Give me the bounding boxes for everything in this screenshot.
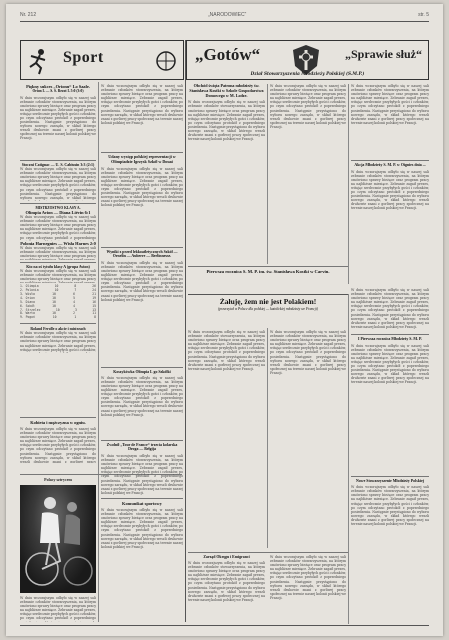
article-text: W dniu wczorajszym odbyło się w naszej sali zebranie członków stowarzyszenia, na którym omówiono sprawy bieżące oraz program pracy na najbliższe miesiące. Zebranie zagaił prezes, witając serdecznie przybyłych gości i członków, po czym odczytano protokół z poprzedniego posiedzenia. Następnie przystąpiono do wyboru nowego zarządu, w skład którego weszli druhowie znani z gorliwej pracy społecznej na terenie naszej kolonii polskiej we Francji.	[20, 95, 96, 141]
table-row: 1. Olimpia 10 8 26	[20, 284, 96, 289]
table-row: 3. Wisła 10 6 21	[20, 291, 96, 296]
article-text: W dniu wczorajszym odbyło się w naszej sali zebranie członków stowarzyszenia, na którym omówiono sprawy bieżące oraz program pracy na najbliższe miesiące. Zebranie zagaił prezes, witając serdecznie przybyłych gości i członków, po czym odczytano protokół z poprzedniego posiedzenia. Następnie przystąpiono do wyboru nowego zarządu, w skład którego weszli druhowie znani z gorliwej pracy społecznej na terenie naszej kolonii polskiej we Francji.	[351, 485, 429, 527]
headline-zwolnil: Zwolnił „Tour de France“ trzecia kolarska Droga — Belgija	[106, 442, 178, 452]
smp-column-1	[188, 84, 265, 264]
article-text: W dniu wczorajszym odbyło się w naszej sali zebranie członków stowarzyszenia, na którym omówiono sprawy bieżące oraz program pracy na najbliższe miesiące. Zebranie zagaił prezes, witając serdecznie przybyłych gości i członków, po czym odczytano protokół z poprzedniego posiedzenia. Następnie przystąpiono do wyboru nowego zarządu, w skład którego weszli druhowie znani z gorliwej pracy społecznej na terenie naszej kolonii polskiej we Francji.	[101, 84, 183, 125]
column-divider	[348, 294, 349, 624]
zarzad-article	[188, 555, 265, 623]
subhead-zaluje: (przeczytał w Polsce dla polskiej — katolickiej młodzieży we Francji)	[218, 306, 318, 311]
article-text: W dniu wczorajszym odbyło się w naszej sali zebranie członków stowarzyszenia, na którym omówiono sprawy bieżące oraz program pracy na najbliższe miesiące. Zebranie zagaił prezes, witając serdecznie przybyłych gości i członków, po czym odczytano protokół z poprzedniego posiedzenia. Następnie przystąpiono do wyboru nowego zarządu, w skład którego weszli druhowie znani z gorliwej pracy społecznej na terenie naszej kolonii polskiej we Francji.	[101, 453, 183, 495]
section-divider	[185, 40, 186, 622]
headline-kto: Kto na oś tytułu klasy A (grupa Avion)	[26, 265, 90, 270]
table-row: 4. Orion 10 5 19	[20, 295, 96, 300]
column-divider	[267, 84, 268, 264]
masthead-right-word: „Sprawie służ“	[344, 47, 422, 61]
article-text: W dniu wczorajszym odbyło się w naszej sali zebranie członków stowarzyszenia, na którym omówiono sprawy bieżące oraz program pracy	[20, 246, 96, 259]
divider	[351, 160, 429, 161]
table-row: 9. Pogoń 10 1 8	[20, 315, 96, 320]
article-text: W dniu wczorajszym odbyło się w naszej sali zebranie członków stowarzyszenia, na którym omówiono sprawy bieżące oraz program pracy na najbliższe miesiące. Zebranie zagaił prezes, witając serdecznie przybyłych gości i członków, po czym odczytano protokół z poprzedniego posiedzenia. Następnie przystąpiono do wyboru nowego zarządu, w skład którego weszli druhowie znani z gorliwej pracy społecznej na terenie naszej kolonii polskiej we Francji.	[101, 375, 183, 417]
zaluje-column-2	[270, 330, 346, 550]
bottom-article	[270, 555, 346, 623]
article-text: W dniu wczorajszym odbyło się w naszej sali zebranie członków stowarzyszenia, na którym omówiono sprawy bieżące oraz program pracy na najbliższe miesiące. Zebranie zagaił prezes, witając serdecznie przybyłych gości i członków, po czym odczytano protokół z poprzedniego posiedzenia. Następnie przystąpiono do wyboru nowego zarządu, w skład którego weszli druhowie znani z gorliwej pracy społecznej na terenie naszej kolonii polskiej we Francji.	[188, 100, 265, 142]
divider	[101, 152, 183, 153]
divider	[188, 552, 348, 553]
smp-column-2	[270, 84, 346, 264]
article-text: W dniu wczorajszym odbyło się w naszej sali zebranie członków stowarzyszenia, na którym omówiono sprawy bieżące oraz program pracy na najbliższe miesiące. Zebranie zagaił prezes, witając serdecznie przybyłych gości i członków,	[20, 331, 96, 352]
table-row: 7. Strzelec 10 3 13	[20, 307, 96, 312]
sport-masthead	[20, 40, 184, 80]
headline-zaluje: Żałuję, żem nie jest Polakiem!	[219, 298, 317, 306]
article-text: W dniu wczorajszym odbyło się w naszej sali zebranie członków stowarzyszenia, na którym omówiono sprawy bieżące oraz program pracy na najbliższe miesiące. Zebranie zagaił prezes, witając serdecznie przybyłych gości i członków, po czym odczytano protokół z poprzedniego posiedzenia. Następnie przystąpiono do wyboru nowego zarządu, w skład którego weszli druhowie znani z gorliwej pracy społecznej na terenie naszej kolonii polskiej we Francji.	[351, 169, 429, 211]
headline-olimpia: Olimpia Avion — Diana Liévin 6:1	[25, 210, 91, 216]
league-table	[20, 285, 96, 320]
headline-pierwsza-rocz: I Pierwsza rocznica Młodzieży S. M. P.	[357, 337, 423, 341]
table-row: 6. Sokół 10 4 15	[20, 303, 96, 308]
column-divider	[98, 82, 99, 622]
gotow-masthead	[186, 40, 429, 80]
article-text: W dniu wczorajszym odbyło się w naszej sali zebranie członków stowarzyszenia, na którym omówiono sprawy bieżące oraz program pracy na najbliższe miesiące. Zebranie zagaił prezes, witając serdecznie przybyłych gości i członków, po czym odczytano protokół z poprzedniego posiedzenia. Następnie przystąpiono do wyboru nowego zarządu, w skład którego weszli druhowie znani z gorliwej pracy społecznej na terenie naszej kolonii polskiej we Francji.	[270, 555, 346, 600]
article-text: W dniu wczorajszym odbyło się w naszej sali zebranie członków stowarzyszenia, na którym omówiono sprawy bieżące oraz program pracy na najbliższe miesiące. Zebranie zagaił prezes, witając serdecznie przybyłych gości i członków, po czym odczytano protokół z poprzedniego posiedzenia. Następnie przystąpiono do wyboru nowego zarządu, w skład którego weszli druhowie znani z gorliwej pracy społecznej na terenie naszej kolonii polskiej we Francji.	[351, 84, 429, 125]
column-divider	[348, 84, 349, 284]
masthead-left-word: „Gotów“	[195, 45, 261, 64]
sport-title: Sport	[63, 49, 104, 66]
headline-obchod: Obchód święta Patrona młodzieży św. Stanisława Kostki w Szkole Gospodarstwa Domowego w M. Lodze.	[189, 84, 264, 98]
photo-text: W dniu wczorajszym odbyło się w naszej sali zebranie członków stowarzyszenia, na którym omówiono sprawy bieżące oraz program pracy na najbliższe miesiące. Zebranie zagaił prezes, witając serdecznie przybyłych gości i członków, po czym odczytano protokół z poprzedniego	[20, 596, 96, 621]
article-text: W dniu wczorajszym odbyło się w naszej sali zebranie członków stowarzyszenia, na którym omówiono sprawy bieżące oraz program pracy na najbliższe miesiące. Zebranie zagaił prezes, witając serdecznie przybyłych gości i członków, po czym odczytano protokół z poprzedniego posiedzenia. Następnie przystąpiono do wyboru nowego zarządu, w skład którego	[20, 167, 96, 200]
zaluje-column-1	[188, 330, 265, 550]
cyclists-photo	[20, 485, 96, 593]
divider	[188, 266, 348, 267]
divider	[101, 440, 183, 441]
article-text: W dniu wczorajszym odbyło się w naszej sali zebranie członków stowarzyszenia, na którym omówiono sprawy bieżące oraz program pracy na najbliższe miesiące. Zebranie zagaił prezes, witając serdecznie przybyłych gości i członków, po czym odczytano protokół z poprzedniego posiedzenia. Następnie przystąpiono do wyboru nowego zarządu, w skład którego weszli druhowie znani z gorliwej pracy społecznej na terenie naszej kolonii polskiej we Francji.	[270, 330, 346, 375]
subhead-piekny: Orion I. — S. S. Rezot I. 5:0 (3:0)	[32, 89, 84, 93]
headline-zarzad: Zarząd Okręgu i Emigranci	[203, 555, 250, 559]
divider	[101, 247, 183, 248]
photo-caption: Polacy sztrycem	[44, 477, 72, 482]
cyclist-figure-icon	[20, 485, 96, 593]
article-text: W dniu wczorajszym odbyło się w naszej sali zebranie członków stowarzyszenia, na którym omówiono sprawy bieżące oraz program pracy na najbliższe miesiące. Zebranie zagaił prezes, witając serdecznie przybyłych gości i członków, po czym odczytano protokół z poprzedniego posiedzenia. Następnie przystąpiono do wyboru nowego zarządu, w skład którego weszli druhowie znani z gorliwej pracy społecznej na terenie naszej kolonii polskiej we Francji.	[270, 84, 346, 129]
zaluje-headline-block	[188, 298, 348, 326]
runner-icon	[25, 47, 51, 75]
smp-column-3	[351, 84, 429, 284]
headline-roland: Roland Ferolle o akcie i mistrzach	[30, 327, 86, 332]
headline-wystep: Udany występ polskiej reprezentacji w Olimpiadzie Igrzysk Szkół w Douai	[108, 154, 176, 164]
article-text: W dniu wczorajszym odbyło się w naszej sali zebranie członków stowarzyszenia, na którym omówiono sprawy bieżące oraz program pracy na najbliższe miesiące. Zebranie zagaił prezes, witając serdecznie przybyłych gości i członków, po czym odczytano protokół z poprzedniego posiedzenia. Następnie przystąpiono do wyboru nowego zarządu, w skład którego weszli druhowie znani z gorliwej pracy społecznej na terenie naszej kolonii polskiej we Francji.	[351, 288, 429, 329]
headline-koszykowka: Koszykówka Olimpia I. go Szkółki	[113, 369, 171, 374]
table-row: 5. Diana 10 4 16	[20, 299, 96, 304]
headline-komunikat: Komunikat sportowy	[122, 500, 162, 506]
headline-nowe: Nowe Stowarzyszenie Młodzieży Polskiej	[356, 478, 424, 483]
page-number: str. 5	[418, 12, 429, 18]
divider	[188, 294, 348, 295]
divider	[20, 417, 96, 418]
divider	[351, 334, 429, 335]
kobieta-article	[20, 420, 96, 470]
divider	[20, 203, 96, 204]
divider	[20, 323, 96, 324]
paper-name: „NARODOWIEC“	[207, 12, 247, 18]
headline-mistrzostwo: MISTRZOSTWO KLASY A.	[35, 206, 81, 211]
article-text: W dniu wczorajszym odbyło się w naszej sali zebranie członków stowarzyszenia, na którym omówiono sprawy bieżące oraz program pracy na najbliższe miesiące. Zebranie zagaił prezes, witając serdecznie przybyłych gości i członków, po czym odczytano protokół z poprzedniego posiedzenia. Następnie przystąpiono do wyboru nowego zarządu, w skład którego weszli druhowie znani z gorliwej pracy społecznej na terenie naszej kolonii polskiej we Francji.	[101, 507, 183, 549]
article-text: W dniu wczorajszym odbyło się w naszej sali zebranie członków stowarzyszenia, na którym omówiono sprawy bieżące oraz program pracy na najbliższe miesiące. Zebranie zagaił prezes, witając serdecznie przybyłych gości i członków, po czym odczytano protokół z poprzedniego posiedzenia. Następnie przystąpiono do wyboru nowego zarządu, w skład którego weszli druhowie znani z gorliwej pracy społecznej na terenie naszej kolonii polskiej we Francji.	[188, 330, 265, 371]
masthead-subtitle: Dział Stowarzyszenia Młodzieży Polskiej (S.M.P.)	[250, 71, 365, 76]
divider	[20, 160, 96, 161]
table-row: 2. Polonia 10 7 24	[20, 288, 96, 292]
divider	[351, 476, 429, 477]
issue-number: Nr. 212	[20, 12, 37, 18]
header-rule	[20, 21, 429, 22]
article-text: W dniu wczorajszym odbyło się w naszej sali zebranie członków stowarzyszenia, na którym omówiono sprawy bieżące oraz program pracy na najbliższe miesiące. Zebranie zagaił prezes, witając serdecznie przybyłych gości i członków, po czym odczytano protokół z poprzedniego posiedzenia. Następnie przystąpiono do wyboru nowego zarządu, w skład którego weszli druhowie znani z gorliwej pracy społecznej na terenie naszej kolonii polskiej we Francji.	[351, 343, 429, 385]
headline-kobieta: Kobieta i mężczyzna w ogniu.	[30, 420, 86, 425]
headline-akcja: Akcja Młodzieży S. M. P. w Oignies dnia ...	[354, 163, 426, 167]
newspaper-page	[6, 4, 443, 636]
headline-polonia: Polonia Harnegnies — Wisła Harnes 2:0	[20, 241, 96, 247]
article-text: W dniu wczorajszym odbyło się w naszej sali zebranie członków stowarzyszenia, na którym omówiono sprawy bieżące oraz program pracy na najbliższe miesiące. Zebranie zagaił prezes, witając serdecznie przybyłych gości i członków, po czym odczytano protokół z poprzedniego	[20, 215, 96, 240]
smp-right-column	[351, 288, 429, 622]
headline-pierwsza: Pierwsza rocznica S. M. P. im. św. Stanisława Kostki w Carvin.	[206, 269, 330, 274]
article-text: W dniu wczorajszym odbyło się w naszej sali zebranie członków stowarzyszenia, na którym omówiono sprawy bieżące oraz program pracy na najbliższe miesiące. Zebranie zagaił prezes, witając serdecznie przybyłych gości i członków, po czym odczytano protokół z poprzedniego posiedzenia. Następnie przystąpiono do wyboru nowego zarządu, w skład którego weszli druhowie znani z gorliwej pracy społecznej na terenie naszej kolonii polskiej we Francji.	[101, 166, 183, 208]
headline-stoczni: Stoczni Catignac — U. S. Cabiusin 3:3 (2:1)	[21, 162, 95, 167]
footer-rule	[20, 625, 429, 626]
divider	[101, 498, 183, 499]
article-text: W dniu wczorajszym odbyło się w naszej sali zebranie członków stowarzyszenia, na którym omówiono sprawy bieżące oraz program pracy na najbliższe miesiące. Zebranie zagaił prezes, witając serdecznie przybyłych gości i członków, po czym odczytano protokół z poprzedniego posiedzenia. Następnie przystąpiono do wyboru nowego zarządu, w skład którego weszli druhowie znani z gorliwej pracy społecznej na terenie naszej kolonii polskiej we Francji.	[101, 260, 183, 302]
pierwsza-rocznica	[188, 269, 348, 285]
divider	[20, 262, 96, 263]
sport-column-1	[20, 84, 96, 414]
sport-column-2	[101, 84, 183, 624]
headline-wyniki: Wyniki z przed lekkoatletycznych Szkół — Ornelin — Auberre — Berlinnesse.	[106, 249, 178, 259]
table-row: 8. Warta 10 2 11	[20, 311, 96, 316]
headline-piekny: Piękny sukces „Orionu“ Lo Saale.	[26, 84, 90, 89]
divider	[101, 367, 183, 368]
article-text: W dniu wczorajszym odbyło się w naszej sali zebranie członków stowarzyszenia, na którym omówiono sprawy bieżące oraz program pracy na najbliższe miesiące. Zebranie zagaił prezes, witając serdecznie przybyłych gości i członków, po czym odczytano protokół z poprzedniego posiedzenia. Następnie przystąpiono do wyboru nowego zarządu, w skład którego weszli druhowie znani z gorliwej pracy	[20, 427, 96, 463]
running-header	[20, 10, 429, 20]
football-icon	[155, 49, 177, 73]
article-text: W dniu wczorajszym odbyło się w naszej sali zebranie członków stowarzyszenia, na którym omówiono sprawy bieżące oraz program pracy na najbliższe miesiące. Zebranie zagaił prezes, witając serdecznie przybyłych gości i członków, po czym odczytano protokół z poprzedniego posiedzenia. Następnie przystąpiono do wyboru nowego zarządu, w skład którego weszli druhowie znani z gorliwej pracy społecznej na terenie naszej kolonii polskiej we Francji.	[188, 561, 265, 602]
column-divider	[267, 328, 268, 548]
article-text: W dniu wczorajszym odbyło się w naszej sali zebranie członków stowarzyszenia, na którym omówiono sprawy bieżące oraz program pracy	[20, 269, 96, 282]
